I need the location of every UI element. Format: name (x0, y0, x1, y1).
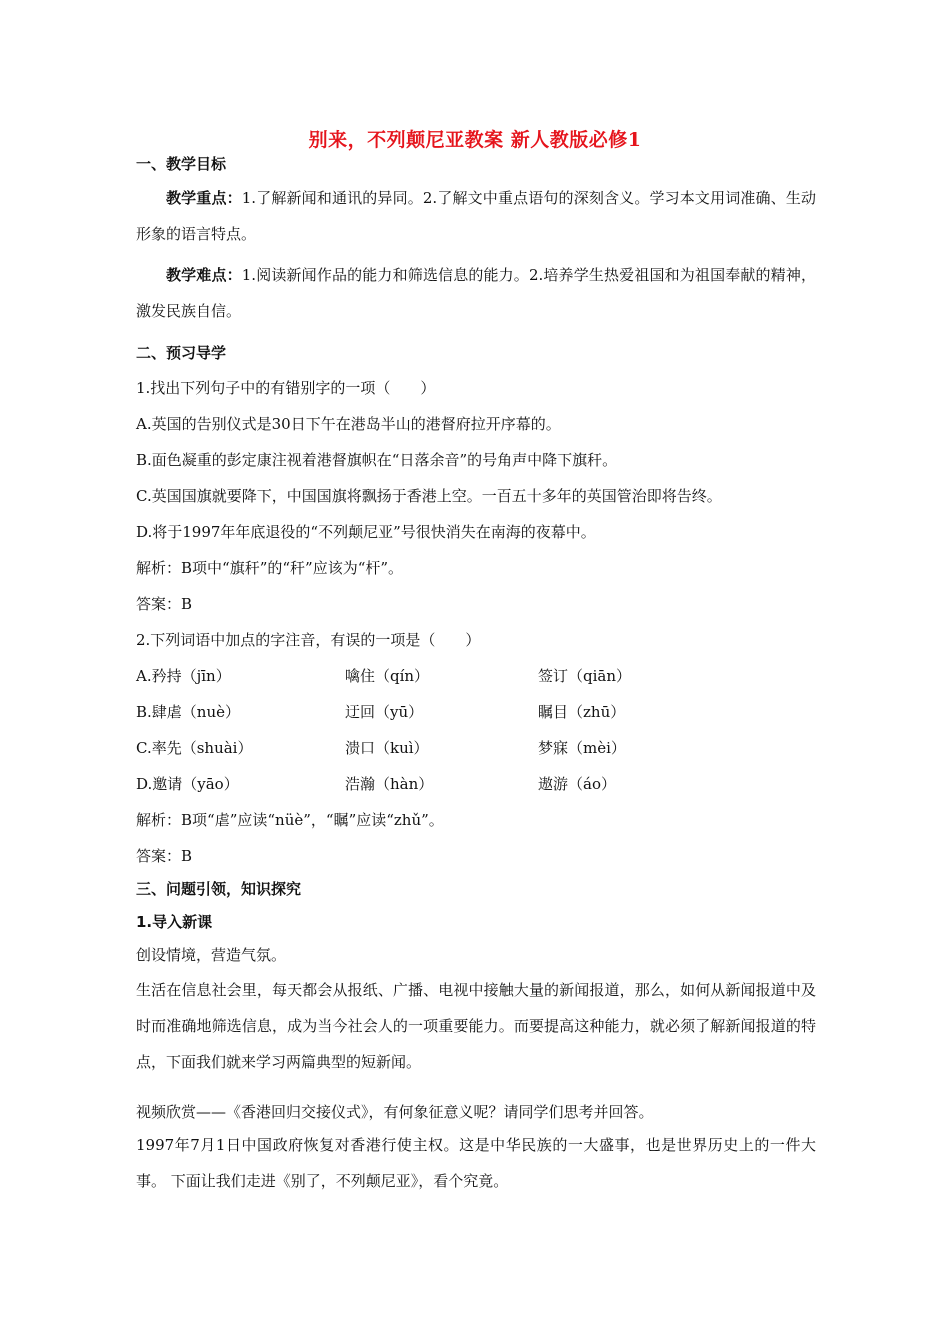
question-1-stem: 1.找出下列句子中的有错别字的一项（ ） (136, 379, 436, 397)
difficult-points-label: 教学难点： (166, 266, 242, 284)
question-2-option: 迂回（yū） (345, 703, 424, 721)
question-2-option: C.率先（shuài） (136, 739, 253, 757)
section-heading-objectives: 一、教学目标 (136, 155, 227, 173)
key-points-paragraph (136, 180, 816, 252)
question-2-analysis: 解析：B项“虐”应读“nüè”，“瞩”应读“zhǔ”。 (136, 811, 444, 829)
document-title: 别来，不列颠尼亚教案 新人教版必修1 (308, 129, 642, 151)
question-2-answer: 答案：B (136, 847, 193, 865)
question-1-option-b: B.面色凝重的彭定康注视着港督旗帜在“日落余音”的号角声中降下旗秆。 (136, 451, 618, 469)
question-2-option: 签订（qiān） (538, 667, 632, 685)
question-2-option: B.肆虐（nuè） (136, 703, 240, 721)
section-heading-preview: 二、预习导学 (136, 344, 227, 362)
section-heading-exploration: 三、问题引领，知识探究 (136, 880, 302, 898)
key-points-text: 1.了解新闻和通讯的异同。2.了解文中重点语句的深刻含义。学习本文用词准确、生动形象的语言特点。 (136, 189, 816, 243)
question-2-stem: 2.下列词语中加点的字注音，有误的一项是（ ） (136, 631, 481, 649)
question-2-option: D.邀请（yāo） (136, 775, 239, 793)
question-1-answer: 答案：B (136, 595, 193, 613)
question-2-option: 梦寐（mèi） (538, 739, 626, 757)
question-2-option: 溃口（kuì） (345, 739, 429, 757)
question-1-option-a: A.英国的告别仪式是30日下午在港岛半山的港督府拉开序幕的。 (136, 415, 561, 433)
subsection-heading-intro: 1.导入新课 (136, 913, 213, 931)
question-2-option: 瞩目（zhū） (538, 703, 626, 721)
question-2-option: 噙住（qín） (345, 667, 430, 685)
question-1-option-d: D.将于1997年年底退役的“不列颠尼亚”号很快消失在南海的夜幕中。 (136, 523, 596, 541)
question-2-option: 遨游（áo） (538, 775, 616, 793)
intro-paragraph-4: 1997年7月1日中国政府恢复对香港行使主权。这是中华民族的一大盛事，也是世界历史上的一件大事。 下面让我们走进《别了，不列颠尼亚》，看个究竟。 (136, 1136, 816, 1190)
key-points-label: 教学重点： (166, 189, 242, 207)
question-1-option-c: C.英国国旗就要降下，中国国旗将飘扬于香港上空。一百五十多年的英国管治即将告终。 (136, 487, 722, 505)
question-2-option: A.矜持（jīn） (136, 667, 231, 685)
question-2-option: 浩瀚（hàn） (345, 775, 434, 793)
question-1-analysis: 解析：B项中“旗秆”的“秆”应该为“杆”。 (136, 559, 404, 577)
intro-paragraph-1: 创设情境，营造气氛。 (136, 946, 287, 964)
difficult-points-paragraph (136, 257, 816, 329)
intro-paragraph-2: 生活在信息社会里，每天都会从报纸、广播、电视中接触大量的新闻报道，那么，如何从新闻报道中及时而准确地筛选信息，成为当今社会人的一项重要能力。而要提高这种能力，就必须了解新闻报道的特点，下面我们就来学习两篇典型的短新闻。 (136, 981, 816, 1071)
intro-paragraph-3: 视频欣赏——《香港回归交接仪式》，有何象征意义呢？请同学们思考并回答。 (136, 1103, 654, 1121)
difficult-points-text: 1.阅读新闻作品的能力和筛选信息的能力。2.培养学生热爱祖国和为祖国奉献的精神，激发民族自信。 (136, 266, 816, 320)
